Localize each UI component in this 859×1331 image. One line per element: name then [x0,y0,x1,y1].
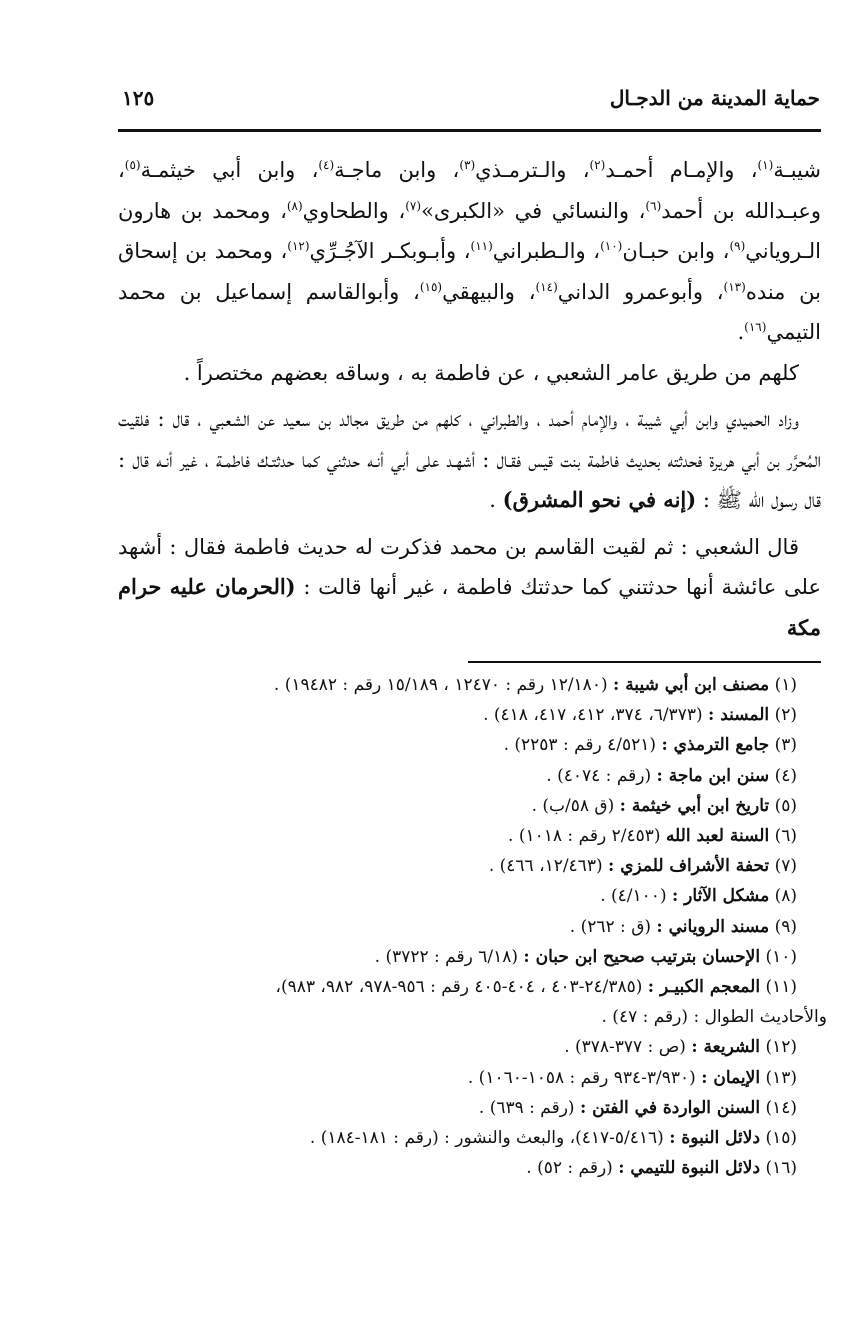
page-number: ١٢٥ [122,86,155,110]
footnote-separator [468,661,821,663]
footnote-reference: (٥/٤١٦-٤١٧)، والبعث والنشور : (رقم : ١٨١-١٨٤) . [309,1128,664,1149]
citation-text: ، ومحمد بن إسحاق بن منده [118,239,822,304]
paragraph-citations [118,150,821,353]
footnote-source: تاريخ ابن أبي خيثمة : [619,795,770,816]
footnote-source: دلائل النبوة للتيمي : [618,1158,761,1179]
footnote-number: (١٦) [765,1158,797,1179]
footnote [90,821,797,851]
footnote [90,791,797,821]
citation-text: ، وعبـدالله بن أحمد [118,158,821,223]
footnote-number: (٥) [774,795,797,816]
footnote [90,1153,797,1183]
citation-text: ، ومحمد بن هارون الـروياني [118,198,821,263]
footnote-reference: (٤/١٠٠) . [600,886,667,907]
footnote-number: (١) [774,675,797,695]
footnote [90,942,797,972]
footnote [90,730,797,760]
footnote-source: والأحاديث الطوال : [693,1007,827,1028]
citation-text: ، والبيهقي [442,279,536,304]
footnote [90,761,797,791]
footnote-reference: (٢٤/٣٨٥-٤٠٣ ، ٤٠٤-٤٠٥ رقم : ٩٥٦-٩٧٨، ٩٨٢، ٩٨٣)، [275,977,643,998]
footnote-reference: (رقم : ٤٧) . [601,1007,689,1028]
footnote-marker[interactable]: (١) [757,158,774,172]
citation-text: ، والطحاوي [302,198,406,223]
paragraph-end: . [489,488,503,512]
citation-text: ، والنسائي في «الكبرى» [421,198,646,223]
footnote-number: (١٤) [765,1097,797,1118]
footnote-reference: (ق ٥٨/ب) . [531,795,615,816]
footnote-number: (١٥) [765,1128,797,1149]
footnote-number: (١٣) [765,1067,797,1088]
footnote-reference: (١٢/١٨٠ رقم : ١٢٤٧٠ ، ١٥/١٨٩ رقم : ١٩٤٨٢) . [273,675,608,695]
footnote-number: (٧) [774,856,797,877]
footnote [90,881,797,911]
footnote-marker[interactable]: (١٥) [419,279,443,294]
footnote-number: (٢) [774,705,797,726]
citation-text: ، وابن حبـان [622,239,730,263]
footnote-marker[interactable]: (٢) [589,158,606,172]
footnote-marker[interactable]: (١٣) [723,279,746,294]
footnote-marker[interactable]: (٧) [405,198,422,213]
footnote-number: (٤) [774,765,797,786]
footnote-source: الإحسان بترتيب صحيح ابن حبان : [523,946,761,967]
footnote-number: (١٠) [765,946,797,967]
footnote-source: المسند : [708,705,770,726]
footnote-number: (٨) [774,886,797,907]
footnote [90,912,797,942]
paragraph-text: قال الشعبي : ثم لقيت القاسم بن محمد فذكرت له حديث فاطمة فقال : أشهد على عائشة أنها حدثتني كما حدثتك فاطمة ، غير أنها قالت : [118,534,821,599]
footnote-reference: (٢/٤٥٣ رقم : ١٠١٨) . [508,826,661,847]
footnote-source: مصنف ابن أبي شيبة : [613,675,770,695]
citation-sentence [118,158,821,344]
footnote-marker[interactable]: (١٢) [287,239,310,253]
footnote-reference: (١٢/٤٦٣، ٤٦٦) . [488,856,603,877]
footnote-source: مشكل الآثار : [671,886,770,907]
footnote-marker[interactable]: (٣) [459,158,476,172]
footnote [90,851,797,881]
footnote-marker[interactable]: (٦) [645,198,662,213]
footnote-reference: (٤/٥٢١ رقم : ٢٢٥٣) . [503,735,657,756]
running-header-title: حماية المدينة من الدجـال [609,86,820,110]
citation-text: ، وأبوالقاسم إسماعيل بن محمد التيمي [118,279,821,344]
footnote-marker[interactable]: (٨) [286,198,303,213]
footnote [90,972,797,1002]
footnote-reference: (ص : ٣٧٧-٣٧٨) . [564,1037,686,1058]
footnote-source: تحفة الأشراف للمزي : [608,856,770,877]
footnote [90,1093,797,1123]
footnote-marker[interactable]: (١٦) [744,320,767,334]
footnote-marker[interactable]: (١٠) [600,239,623,253]
footnote-number: (١٢) [765,1037,797,1058]
hadith-quote: (إنه في نحو المشرق) [502,487,697,512]
citation-text: ، والإمـام أحمـد [605,158,758,182]
citation-text: ، والـطبراني [492,239,601,263]
footnote [90,1032,797,1062]
paragraph-addition [118,399,821,521]
footnote-number: (٩) [774,916,797,937]
footnote-source: السنن الواردة في الفتن : [579,1097,761,1118]
footnote-source: الشريعة : [691,1037,761,1058]
footnote-marker[interactable]: (١١) [470,239,493,253]
footnote-source: دلائل النبوة : [669,1128,761,1149]
paragraph-summary: كلهم من طريق عامر الشعبي ، عن فاطمة به ، وساقه بعضهم مختصراً . [183,360,799,385]
footnote-reference: (٦/٣٧٣، ٣٧٤، ٤١٢، ٤١٧، ٤١٨) . [483,705,703,726]
footnote-reference: (رقم : ٤٠٧٤) . [546,765,652,786]
footnote [90,700,797,730]
footnote-marker[interactable]: (١٤) [535,279,558,294]
main-text [118,150,821,648]
footnote-source: سنن ابن ماجة : [656,765,770,786]
footnote-continuation [90,1002,827,1032]
footnote [90,1063,797,1093]
footnote [90,670,797,700]
citation-text: ، والـترمـذي [475,158,590,182]
paragraph-text: وزاد الحميدي وابن أبي شيبة ، والإمام أحمد ، والطبراني ، كلهم من طريق مجالد بن سعيد عن الشعبي ، قال : فلقيت المُحرَّر بن أبي هريرة فحدثته بحديث فاطمة بنت قيس فقـال : أشهـد على أبي أنـه حدثني كما حدثتـك فاطمـة ، غير أنـه قال : قال رسول الله ﷺ : [118,407,821,512]
footnote-reference: (٣/٩٣٠-٩٣٤ رقم : ١٠٥٨-١٠٦٠) . [467,1067,696,1088]
footnotes [90,670,827,1183]
footnote-source: المعجم الكبيـر : [647,977,761,998]
citation-text: ، وابن ماجـة [334,158,460,182]
footnote-number: (٣) [774,735,797,756]
paragraph-shabi [118,527,821,649]
footnote-number: (١١) [765,977,797,998]
footnote-source: جامع الترمذي : [661,735,770,756]
footnote-source: الإيمان : [701,1067,761,1088]
footnote-source: السنة لعبد الله [665,826,770,847]
footnote-marker[interactable]: (٥) [124,158,141,172]
footnote-reference: (٦/١٨ رقم : ٣٧٢٢) . [374,946,518,967]
citation-text: شيبـة [773,158,821,182]
footnote-number: (٦) [774,826,797,847]
citation-text: ، وأبوعمرو الداني [557,279,724,304]
footnote-marker[interactable]: (٤) [318,158,335,172]
footnote-source: مسند الروياني : [656,916,770,937]
header-rule [118,129,821,132]
footnote-reference: (ق : ٢٦٢) . [569,916,652,937]
hadith-quote: (الحرمان عليه حرام مكة [118,574,821,640]
citation-text: ، وابن أبي خيثمـة [140,158,319,182]
footnote-reference: (رقم : ٦٣٩) . [478,1097,575,1118]
footnote [90,1123,797,1153]
citation-text: ، وأبـوبكـر الآجُـرِّي [309,239,471,263]
paragraph-end: . [737,320,745,344]
footnote-reference: (رقم : ٥٢) . [526,1158,613,1179]
footnote-marker[interactable]: (٩) [729,239,746,253]
